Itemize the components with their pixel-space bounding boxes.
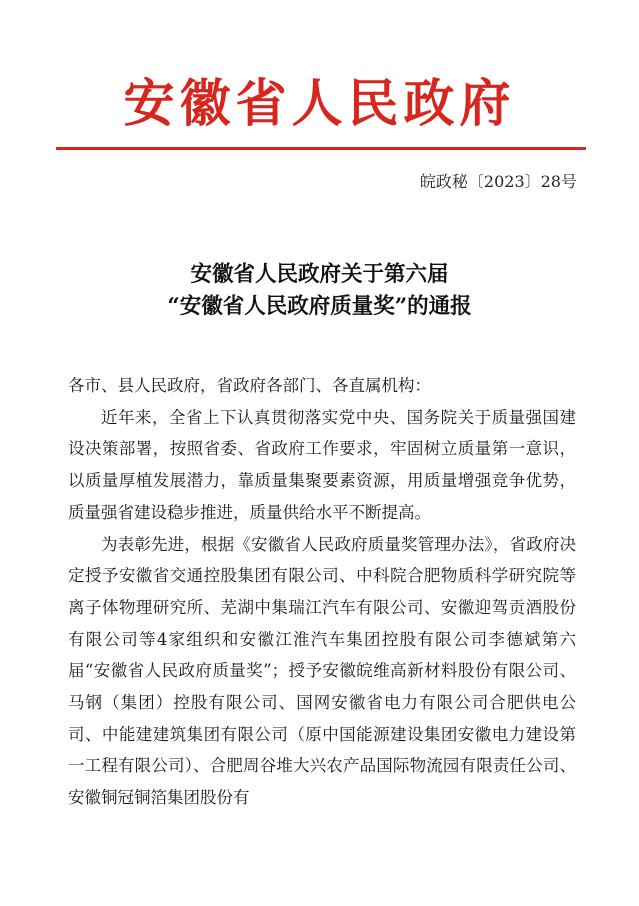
- red-divider-line: [56, 147, 586, 150]
- paragraph-1: 近年来，全省上下认真贯彻落实党中央、国务院关于质量强国建设决策部署，按照省委、省政府工作要求，牢固树立质量第一意识，以质量厚植发展潜力，靠质量集聚要素资源，用质量增强竞争优势，质量强省建设稳步推进，质量供给水平不断提高。: [68, 407, 576, 522]
- paragraph-2: 为表彰先进，根据《安徽省人民政府质量奖管理办法》，省政府决定授予安徽省交通控股集团有限公司、中科院合肥物质科学研究院等离子体物理研究所、芜湖中集瑞江汽车有限公司、安徽迎驾贡酒股份有限公司等4家组织和安徽江淮汽车集团控股有限公司李德斌第六届“安徽省人民政府质量奖”；授予安徽皖维高新材料股份有限公司、马钢（集团）控股有限公司、国网安徽省电力有限公司合肥供电公司、中能建建筑集团有限公司（原中国能源建设集团安徽电力建设第一工程有限公司）、合肥周谷堆大兴农产品国际物流园有限责任公司、安徽铜冠铜箔集团股份有: [68, 534, 576, 808]
- document-body: [68, 370, 576, 814]
- document-title: [0, 259, 639, 323]
- issuer-header: 安徽省人民政府: [123, 74, 516, 134]
- title-line-1: 安徽省人民政府关于第六届: [190, 262, 449, 287]
- title-line-2: “安徽省人民政府质量奖”的通报: [167, 294, 472, 319]
- salutation: 各市、县人民政府，省政府各部门、各直属机构：: [68, 376, 431, 395]
- document-number: 皖政秘〔2023〕28号: [419, 172, 577, 191]
